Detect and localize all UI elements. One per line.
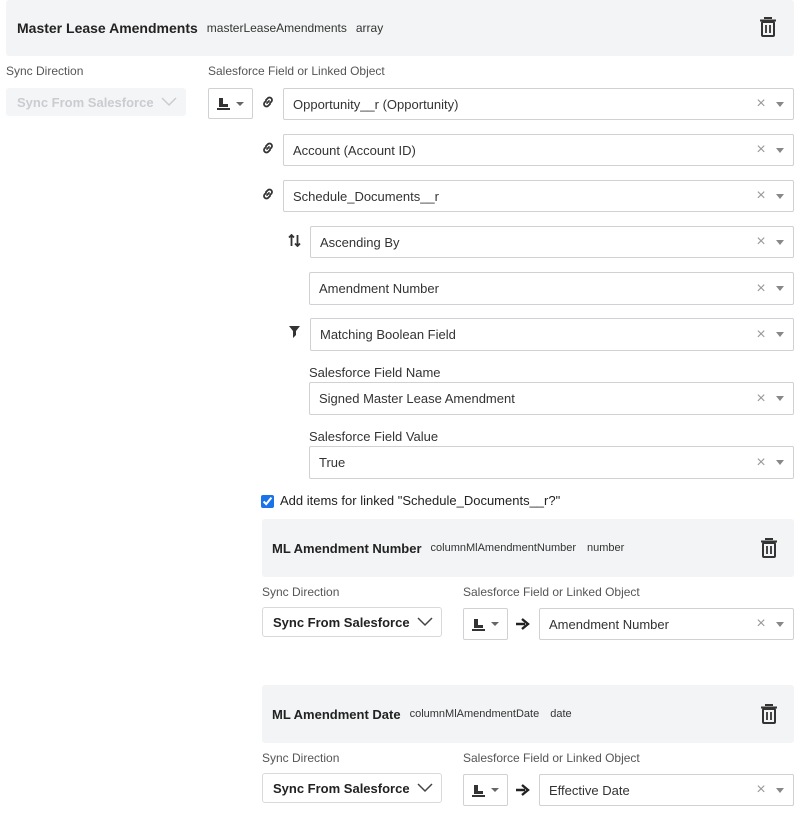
column-title: ML Amendment Number xyxy=(272,540,422,556)
select-value: Account (Account ID) xyxy=(293,142,416,158)
column-1-sf-field-select[interactable] xyxy=(539,608,794,640)
sf-field-label: Salesforce Field or Linked Object xyxy=(208,64,385,78)
clear-icon[interactable]: × xyxy=(756,233,766,250)
chevron-down-icon xyxy=(161,97,177,107)
column-type: date xyxy=(550,708,572,720)
select-value: True xyxy=(319,455,346,470)
select-value: Signed Master Lease Amendment xyxy=(319,391,515,406)
field-header-master-lease-amendments xyxy=(6,0,794,56)
field-title: Master Lease Amendments xyxy=(17,20,198,36)
select-value: Opportunity__r (Opportunity) xyxy=(293,96,459,112)
select-value: Amendment Number xyxy=(549,616,669,632)
sf-field-value-label: Salesforce Field Value xyxy=(309,429,439,444)
clear-icon[interactable]: × xyxy=(756,187,766,204)
link-icon xyxy=(261,95,275,109)
trash-icon[interactable] xyxy=(759,537,779,559)
chevron-down-icon xyxy=(417,617,433,627)
column-2-sf-field-select[interactable] xyxy=(539,774,794,806)
clear-icon[interactable]: × xyxy=(756,279,766,297)
caret-down-icon xyxy=(776,102,784,107)
link-icon xyxy=(261,141,275,155)
field-key: masterLeaseAmendments xyxy=(206,21,347,35)
clear-icon[interactable]: × xyxy=(756,615,766,632)
link-icon xyxy=(261,187,275,201)
column-type: number xyxy=(587,542,625,554)
sort-field-select[interactable] xyxy=(309,272,794,305)
caret-down-icon xyxy=(776,396,784,401)
field-type: array xyxy=(355,21,384,35)
column-title: ML Amendment Date xyxy=(272,706,401,722)
field-type-button[interactable] xyxy=(208,88,253,119)
chevron-down-icon xyxy=(417,783,433,793)
caret-down-icon xyxy=(776,622,784,627)
sync-direction-label: Sync Direction xyxy=(6,64,84,78)
caret-down-icon xyxy=(776,788,784,793)
caret-down-icon xyxy=(776,194,784,199)
add-items-label[interactable]: Add items for linked "Schedule_Documents__r?" xyxy=(280,493,561,508)
add-items-checkbox[interactable] xyxy=(261,495,274,508)
sf-field-name-select[interactable] xyxy=(309,382,794,415)
sf-field-name-label: Salesforce Field Name xyxy=(309,365,441,380)
arrow-right-icon xyxy=(516,784,530,796)
linked-object-select-3[interactable] xyxy=(283,180,794,212)
column-header-ml-amendment-date xyxy=(262,685,794,743)
caret-down-icon xyxy=(776,460,784,465)
select-value: Schedule_Documents__r xyxy=(293,188,439,204)
linked-object-select-2[interactable] xyxy=(283,134,794,166)
main-sync-direction-dropdown[interactable] xyxy=(6,88,186,116)
filter-type-select[interactable] xyxy=(310,318,794,351)
caret-down-icon xyxy=(776,286,784,291)
select-value: Effective Date xyxy=(549,782,630,798)
main-sync-direction-value: Sync From Salesforce xyxy=(17,94,154,110)
field-type-icon xyxy=(472,784,485,797)
linked-object-select-1[interactable] xyxy=(283,88,794,120)
column-2-sync-direction-dropdown[interactable] xyxy=(262,773,442,803)
clear-icon[interactable]: × xyxy=(756,95,766,112)
column-key: columnMlAmendmentNumber xyxy=(430,542,577,554)
trash-icon[interactable] xyxy=(758,16,778,38)
select-value: Matching Boolean Field xyxy=(320,327,456,342)
clear-icon[interactable]: × xyxy=(756,141,766,158)
clear-icon[interactable]: × xyxy=(756,325,766,343)
sync-direction-label: Sync Direction xyxy=(262,751,340,765)
sync-direction-value: Sync From Salesforce xyxy=(273,614,410,630)
sort-icon xyxy=(288,234,301,247)
sf-field-label: Salesforce Field or Linked Object xyxy=(463,751,640,765)
column-header-ml-amendment-number xyxy=(262,519,794,577)
field-type-button[interactable] xyxy=(463,608,508,640)
caret-down-icon xyxy=(776,148,784,153)
select-value: Ascending By xyxy=(320,234,400,250)
sync-direction-label: Sync Direction xyxy=(262,585,340,599)
trash-icon[interactable] xyxy=(759,703,779,725)
sort-direction-select[interactable] xyxy=(310,226,794,258)
column-key: columnMlAmendmentDate xyxy=(409,708,540,720)
field-type-button[interactable] xyxy=(463,774,508,806)
arrow-right-icon xyxy=(516,618,530,630)
sf-field-label: Salesforce Field or Linked Object xyxy=(463,585,640,599)
column-1-sync-direction-dropdown[interactable] xyxy=(262,607,442,637)
caret-down-icon xyxy=(776,240,784,245)
clear-icon[interactable]: × xyxy=(756,389,766,407)
field-type-icon xyxy=(472,618,485,631)
clear-icon[interactable]: × xyxy=(756,453,766,471)
sync-direction-value: Sync From Salesforce xyxy=(273,780,410,796)
select-value: Amendment Number xyxy=(319,281,439,296)
filter-icon xyxy=(289,326,300,339)
sf-field-value-select[interactable] xyxy=(309,446,794,479)
clear-icon[interactable]: × xyxy=(756,781,766,798)
field-type-icon xyxy=(217,97,230,110)
caret-down-icon xyxy=(776,332,784,337)
